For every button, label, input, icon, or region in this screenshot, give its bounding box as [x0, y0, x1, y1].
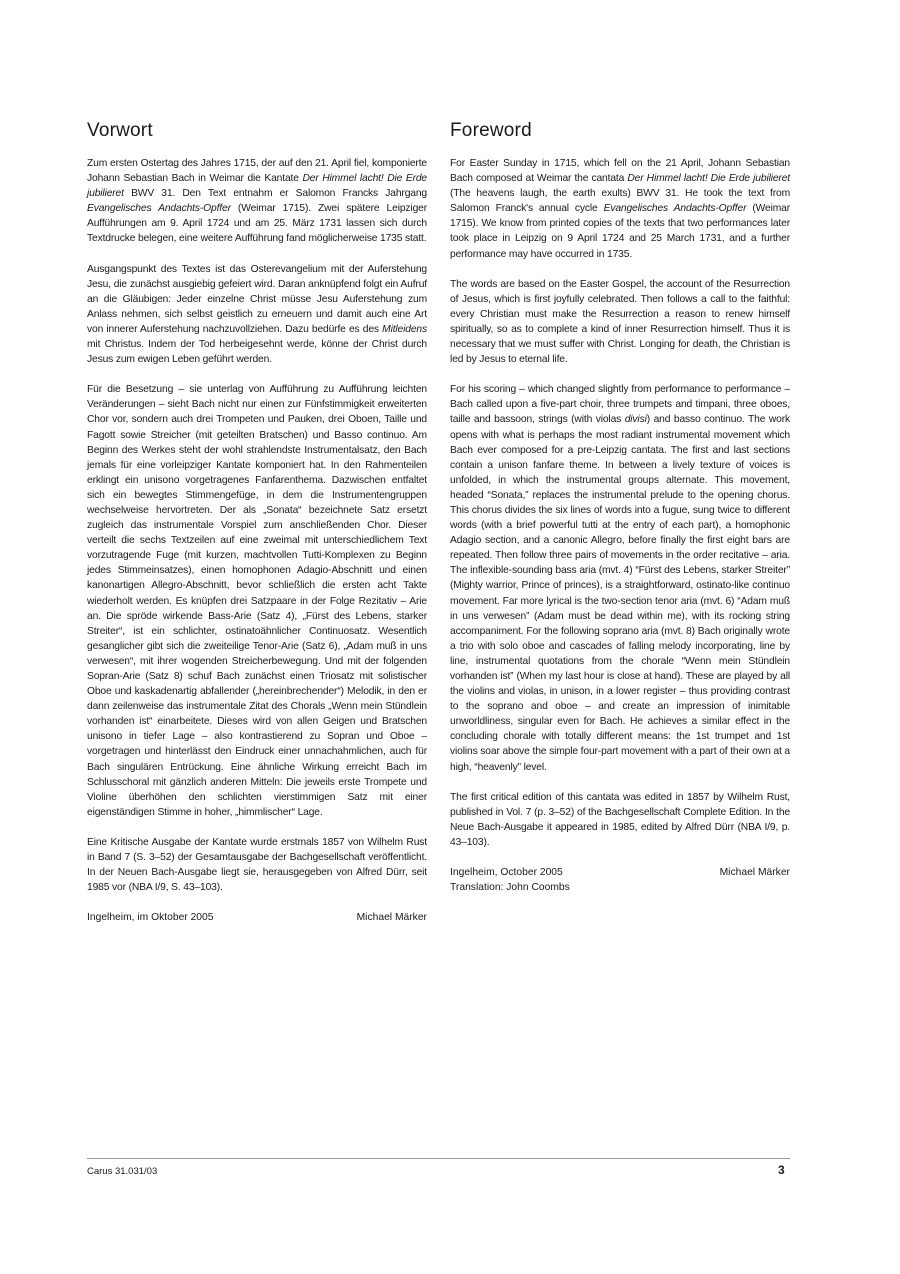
german-heading: Vorwort — [87, 120, 153, 141]
english-signature — [450, 865, 790, 895]
english-author: Michael Märker — [719, 867, 790, 879]
english-column — [450, 120, 790, 895]
german-column — [87, 120, 427, 925]
translation-credit: Translation: John Coombs — [450, 882, 570, 894]
footer-divider — [87, 1158, 790, 1159]
english-paragraph-3: For his scoring – which changed slightly from performance to performance – Bach called upon a five-part choir, three trumpets and timpani, three oboes, taille and bassoon, strings (with violas divisi) and basso continuo. The work opens with what is perhaps the most radiant instrumental movement which Bach ever composed for a pre-Leipzig cantata. The first and last sections contain a unison fanfare theme. In between a lively texture of voices is unfolded, in which the instrumental groups alternate. This movement, headed “Sonata,” replaces the instrumental prelude to the opening chorus. This chorus divides the six lines of words into a fugue, sung twice to different words (with a brief powerful tutti at the entry of each part), a homophonic Adagio section, and a canonic Allegro, before finally the first eight bars are repeated. Then follow three pairs of movements in the order recitative – aria. The inflexible-sounding bass aria (mvt. 4) “Fürst des Lebens, starker Streiter” (Mighty warrior, Prince of princes), is a straightforward, ostinato-like continuo movement. Far more lyrical is the two-section tenor aria (mvt. 6) “Adam muß in uns verwesen” (Adam must be dead within me), with its rocking string accompaniment. For the following soprano aria (mvt. 8) Bach originally wrote a trio with solo oboe and cascades of falling melody incorporating, line by line, instrumental quotations from the chorale “Wenn mein Stündlein vorhanden ist” (When my last hour is close at hand). These are played by all the violins and violas, in unison, in a lower register – thus providing contrast to the soprano and oboe – and create an impression of inimitable unworldliness, singular even for Bach. He achieves a similar effect in the concluding chorale with totally different means: the 1st trumpet and 1st violins soar above the simple four-part movement with a part of their own at a high, “heavenly” level. — [450, 384, 790, 773]
german-paragraph-4: Eine Kritische Ausgabe der Kantate wurde erstmals 1857 von Wilhelm Rust in Band 7 (S. 3–52) der Gesamtausgabe der Bachgesellschaft veröffentlicht. In der Neuen Bach-Ausgabe liegt sie, herausgegeben von Alfred Dürr, seit 1985 vor (NBA I/9, S. 43–103). — [87, 836, 427, 894]
english-paragraph-4: The first critical edition of this cantata was edited in 1857 by Wilhelm Rust, published in Vol. 7 (p. 3–52) of the Bachgesellschaft Complete Edition. In the Neue Bach-Ausgabe it appeared in 1985, edited by Alfred Dürr (NBA I/9, p. 43–103). — [450, 791, 790, 848]
page-number: 3 — [778, 1163, 785, 1177]
german-paragraph-2: Ausgangspunkt des Textes ist das Osterevangelium mit der Auferstehung Jesu, die zunächst ausgiebig gefeiert wird. Daran anknüpfend folgt ein Aufruf an die Gläubigen: Jeder einzelne Christ müsse Jesu Auferstehung zum Anlass nehmen, sich selbst geistlich zu erneuern und damit auch eine Art von innerer Auferstehung nachzuvollziehen. Dazu bedürfe es des Mitleidens mit Christus. Indem der Tod herbeigesehnt werde, könne der Christ durch Jesus zum ewigen Leben geführt werden. — [87, 263, 427, 366]
english-place-date: Ingelheim, October 2005 — [450, 867, 563, 879]
german-paragraph-3: Für die Besetzung – sie unterlag von Aufführung zu Aufführung leichten Veränderungen – sieht Bach nicht nur einen zur Fünfstimmigkeit erweiterten Chor vor, sondern auch drei Trompeten und Pauken, drei Oboen, Taille und Fagott sowie Streicher (mit geteilten Bratschen) und Basso continuo. Am Beginn des Werkes steht der wohl strahlendste Instrumentalsatz, den Bach jemals für eine vorleipziger Kantate komponiert hat. In den Rahmenteilen erklingt ein unisono vorgetragenes Fanfarenthema. Dazwischen entfaltet sich ein bewegtes Stimmengefüge, in dem die Instrumentengruppen wechselweise hervortreten. Der als „Sonata“ bezeichnete Satz ersetzt zugleich das instrumentale Vorspiel zum anschließenden Chor. Dieser verteilt die sechs Textzeilen auf eine zweimal mit unterschiedlichem Text vorzutragende Fuge (mit kurzen, machtvollen Tutti-Komplexen zu Beginn jedes Stimmeinsatzes), einen homophonen Adagio-Abschnitt und einen kanonartigen Allegro-Abschnitt, bevor schließlich die ersten acht Takte wiederholt werden. Es knüpfen drei Satzpaare in der Folge Rezitativ – Arie an. Die spröde wirkende Bass-Arie (Satz 4), „Fürst des Lebens, starker Streiter“, ist ein schlichter, ostinatoähnlicher Continuosatz. Wesentlich gesanglicher gibt sich die zweiteilige Tenor-Arie (Satz 6), „Adam muß in uns verwesen“, mit ihrer wogenden Streicherbewegung. Und mit der folgenden Sopran-Arie (Satz 8) schuf Bach zunächst einen Triosatz mit solistischer Oboe und kaskadenartig abfallender („hereinbrechender“) Melodik, in den er dann zeilenweise das instrumentale Zitat des Chorals „Wenn mein Stündlein vorhanden ist“ einarbeitete. Dieses wird von allen Geigen und Bratschen unisono in tiefer Lage – also kontrastierend zu Sopran und Oboe – vorgetragen und hinterlässt den Eindruck einer unnachahmlichen, auch für Bach singulären Entrückung. Eine ähnliche Wirkung erreicht Bach im Schlusschoral mit gänzlich anderen Mitteln: Die jeweils erste Trompete und Violine überhöhen den schlichten vierstimmigen Satz mit einer eigenständigen Stimme in hoher, „himmlischer“ Lage. — [87, 384, 427, 818]
german-paragraph-1: Zum ersten Ostertag des Jahres 1715, der auf den 21. April fiel, komponierte Johann Sebastian Bach in Weimar die Kantate Der Himmel lacht! Die Erde jubilieret BWV 31. Den Text entnahm er Salomon Francks Jahrgang Evangelisches Andachts-Opffer (Weimar 1715). Zwei spätere Leipziger Aufführungen am 9. April 1724 und am 25. März 1731 lassen sich durch Textdrucke belegen, eine weitere Aufführung fand möglicherweise 1735 statt. — [87, 158, 427, 245]
english-paragraph-2: The words are based on the Easter Gospel, the account of the Resurrection of Jesus, which is first joyfully celebrated. Then follows a call to the faithful: every Christian must make the Resurrection a reason to renew himself spiritually, so as to complete a kind of inner Resurrection himself. Thus it is necessary that we must suffer with Christ. Longing for death, the Christian is led by Jesus to eternal life. — [450, 278, 790, 366]
german-signature — [87, 910, 427, 925]
german-place-date: Ingelheim, im Oktober 2005 — [87, 912, 214, 924]
catalog-number: Carus 31.031/03 — [87, 1166, 158, 1177]
english-heading: Foreword — [450, 120, 532, 141]
german-author: Michael Märker — [356, 912, 427, 924]
english-paragraph-1: For Easter Sunday in 1715, which fell on the 21 April, Johann Sebastian Bach composed at Weimar the cantata Der Himmel lacht! Die Erde jubilieret (The heavens laugh, the earth exults) BWV 31. He took the text from Salomon Franck's annual cycle Evangelisches Andachts-Opffer (Weimar 1715). We know from printed copies of the texts that two performances later took place in Leipzig on 9 April 1724 and 25 March 1731, and a further performance may have occurred in 1735. — [450, 158, 791, 260]
